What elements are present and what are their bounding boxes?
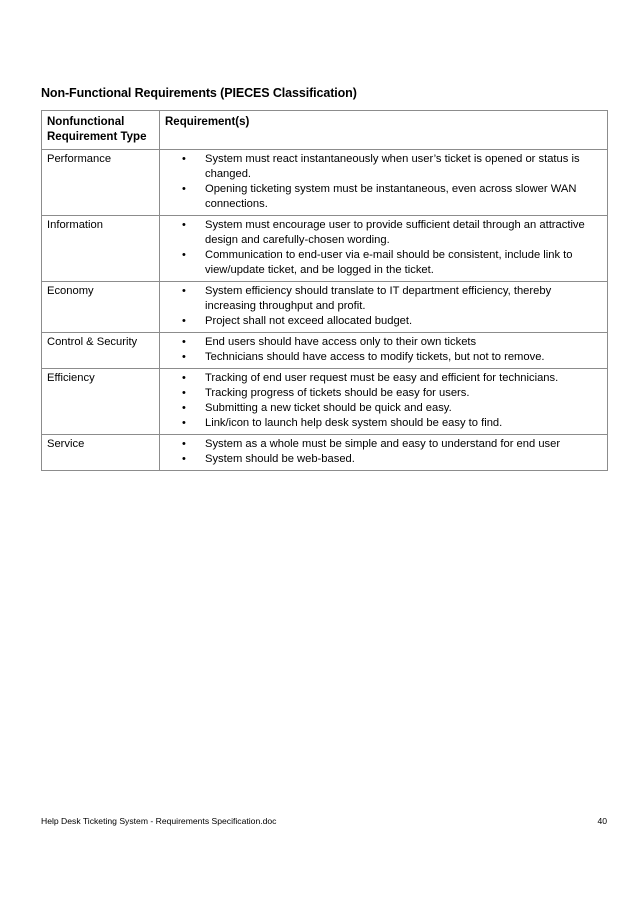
bullet-icon: • [182,336,186,348]
requirements-cell [160,369,608,435]
requirements-cell [160,150,608,216]
table-row [42,369,608,435]
requirements-list [165,437,603,467]
page-footer [41,816,607,826]
requirements-list [165,335,603,365]
requirement-text: Tracking progress of tickets should be easy for users. [205,387,470,399]
requirement-type-cell: Information [42,216,160,282]
footer-document-name: Help Desk Ticketing System - Requirements Specification.doc [41,816,277,826]
section-heading: Non-Functional Requirements (PIECES Classification) [41,86,357,100]
requirement-type-cell: Control & Security [42,333,160,369]
requirements-cell [160,282,608,333]
requirement-text: End users should have access only to their own tickets [205,336,477,348]
bullet-icon: • [182,183,186,195]
requirement-item [165,350,603,365]
table-row [42,435,608,471]
table-row [42,216,608,282]
requirement-text: Technicians should have access to modify tickets, but not to remove. [205,351,545,363]
bullet-icon: • [182,387,186,399]
requirement-item [165,248,603,278]
requirement-text: Project shall not exceed allocated budget. [205,315,413,327]
column-header-type: Nonfunctional Requirement Type [42,111,160,150]
bullet-icon: • [182,153,186,165]
requirements-list [165,284,603,329]
table-body [42,150,608,471]
requirement-type-cell: Performance [42,150,160,216]
requirement-type-cell: Efficiency [42,369,160,435]
requirement-item [165,371,603,386]
requirement-text: System as a whole must be simple and easy to understand for end user [205,438,561,450]
bullet-icon: • [182,285,186,297]
bullet-icon: • [182,438,186,450]
requirement-text: Link/icon to launch help desk system should be easy to find. [205,417,503,429]
requirements-list [165,218,603,278]
requirement-item [165,182,603,212]
bullet-icon: • [182,453,186,465]
requirement-item [165,452,603,467]
requirements-list [165,371,603,431]
requirement-text: System efficiency should translate to IT department efficiency, thereby increasing throughput and profit. [205,285,552,312]
requirements-cell [160,216,608,282]
requirement-text: Submitting a new ticket should be quick and easy. [205,402,452,414]
table-row [42,282,608,333]
table-row [42,150,608,216]
requirement-item [165,284,603,314]
bullet-icon: • [182,249,186,261]
requirement-item [165,218,603,248]
bullet-icon: • [182,219,186,231]
requirement-text: System must encourage user to provide sufficient detail through an attractive design and carefully-chosen wording. [205,219,585,246]
requirements-list [165,152,603,212]
column-header-requirements: Requirement(s) [160,111,608,150]
bullet-icon: • [182,417,186,429]
requirement-item [165,437,603,452]
bullet-icon: • [182,402,186,414]
requirements-cell [160,333,608,369]
bullet-icon: • [182,315,186,327]
requirement-text: Opening ticketing system must be instantaneous, even across slower WAN connections. [205,183,577,210]
requirement-type-cell: Service [42,435,160,471]
table-row [42,333,608,369]
requirement-item [165,335,603,350]
requirement-text: System must react instantaneously when user’s ticket is opened or status is changed. [205,153,580,180]
requirement-text: System should be web-based. [205,453,355,465]
bullet-icon: • [182,372,186,384]
requirement-item [165,416,603,431]
requirements-table [41,110,608,471]
requirement-item [165,386,603,401]
footer-page-number: 40 [597,816,607,826]
requirement-text: Communication to end-user via e-mail should be consistent, include link to view/update ticket, and be logged in the ticket. [205,249,573,276]
requirement-item [165,314,603,329]
bullet-icon: • [182,351,186,363]
requirement-item [165,152,603,182]
requirement-type-cell: Economy [42,282,160,333]
requirements-cell [160,435,608,471]
table-header-row [42,111,608,150]
requirement-item [165,401,603,416]
requirement-text: Tracking of end user request must be easy and efficient for technicians. [205,372,559,384]
